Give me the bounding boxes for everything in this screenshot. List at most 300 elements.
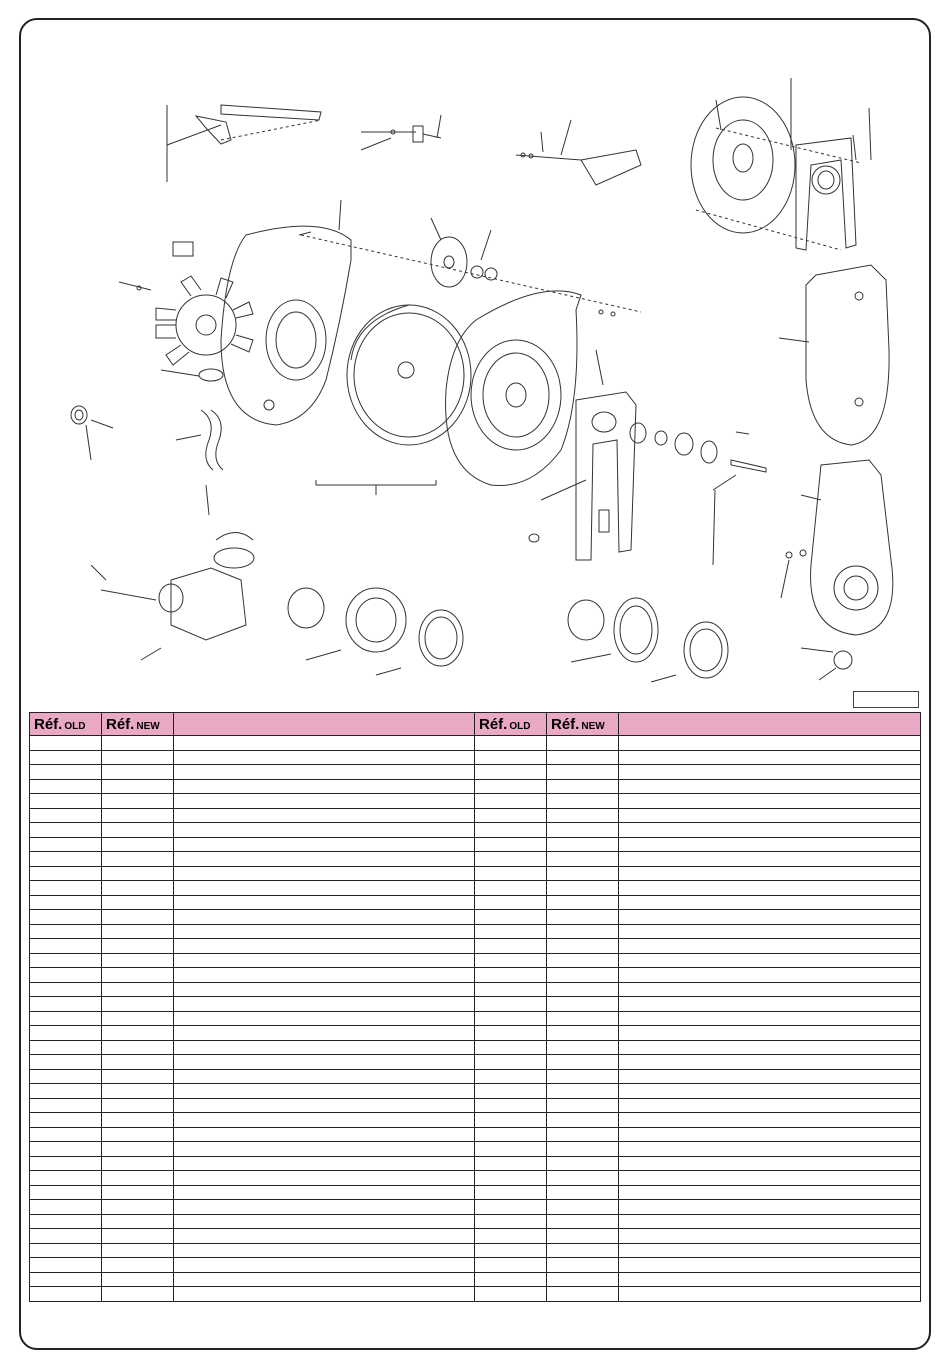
end-cap — [801, 648, 852, 680]
table-cell — [475, 765, 547, 780]
table-cell — [30, 1171, 102, 1186]
table-cell — [30, 939, 102, 954]
table-cell — [547, 765, 619, 780]
table-cell — [547, 1055, 619, 1070]
table-cell — [475, 982, 547, 997]
table-cell — [102, 1113, 174, 1128]
table-cell — [30, 881, 102, 896]
table-cell — [102, 910, 174, 925]
table-cell — [102, 1127, 174, 1142]
table-cell — [547, 1127, 619, 1142]
table-cell — [174, 1098, 475, 1113]
fan-wheel — [119, 242, 253, 365]
table-row — [30, 1214, 921, 1229]
table-cell — [30, 1229, 102, 1244]
table-cell — [547, 1243, 619, 1258]
screw-set-top — [361, 115, 441, 150]
drum — [316, 305, 471, 495]
table-cell — [174, 736, 475, 751]
table-cell — [30, 1287, 102, 1302]
table-row — [30, 982, 921, 997]
table-row — [30, 997, 921, 1012]
table-cell — [30, 1040, 102, 1055]
table-cell — [102, 1069, 174, 1084]
table-cell — [102, 1084, 174, 1099]
table-cell — [475, 1142, 547, 1157]
table-row — [30, 910, 921, 925]
table-cell — [30, 852, 102, 867]
table-cell — [102, 823, 174, 838]
table-cell — [102, 1214, 174, 1229]
table-row — [30, 1258, 921, 1273]
table-cell — [475, 823, 547, 838]
table-row — [30, 1084, 921, 1099]
table-cell — [174, 808, 475, 823]
table-cell — [619, 1185, 921, 1200]
table-cell — [30, 1069, 102, 1084]
table-cell — [475, 939, 547, 954]
table-cell — [475, 881, 547, 896]
table-cell — [475, 953, 547, 968]
table-cell — [475, 1214, 547, 1229]
table-cell — [547, 953, 619, 968]
table-cell — [102, 997, 174, 1012]
table-cell — [30, 1272, 102, 1287]
table-cell — [547, 1098, 619, 1113]
table-cell — [102, 968, 174, 983]
table-cell — [619, 1011, 921, 1026]
table-cell — [30, 765, 102, 780]
table-cell — [174, 1113, 475, 1128]
header-ref-old-2: Réf. OLD — [475, 713, 547, 736]
table-cell — [30, 1258, 102, 1273]
table-cell — [475, 1084, 547, 1099]
table-cell — [619, 939, 921, 954]
table-cell — [30, 997, 102, 1012]
table-cell — [619, 765, 921, 780]
table-row — [30, 852, 921, 867]
reference-box — [853, 691, 919, 708]
table-cell — [619, 1113, 921, 1128]
table-cell — [102, 1156, 174, 1171]
bracket-part — [167, 105, 321, 182]
table-cell — [174, 794, 475, 809]
table-cell — [619, 1243, 921, 1258]
flange-right — [568, 598, 728, 682]
table-row — [30, 866, 921, 881]
header-ref-new-2: Réf. NEW — [547, 713, 619, 736]
table-cell — [475, 924, 547, 939]
table-cell — [475, 1098, 547, 1113]
table-cell — [475, 794, 547, 809]
table-cell — [30, 1055, 102, 1070]
table-cell — [102, 1200, 174, 1215]
table-cell — [102, 837, 174, 852]
table-cell — [102, 1040, 174, 1055]
table-cell — [475, 1055, 547, 1070]
table-cell — [619, 736, 921, 751]
table-cell — [30, 1142, 102, 1157]
blower-box — [91, 485, 254, 660]
table-cell — [547, 1171, 619, 1186]
table-cell — [102, 794, 174, 809]
table-cell — [619, 1055, 921, 1070]
stand-top-right — [791, 78, 871, 250]
table-cell — [174, 1040, 475, 1055]
table-cell — [174, 1127, 475, 1142]
parts-table — [29, 712, 921, 1302]
table-cell — [619, 1040, 921, 1055]
table-cell — [619, 982, 921, 997]
table-row — [30, 1127, 921, 1142]
table-cell — [475, 895, 547, 910]
table-cell — [174, 910, 475, 925]
table-cell — [619, 779, 921, 794]
table-cell — [547, 939, 619, 954]
table-cell — [30, 1084, 102, 1099]
table-cell — [174, 939, 475, 954]
table-cell — [619, 881, 921, 896]
back-disc — [691, 97, 861, 250]
table-cell — [174, 750, 475, 765]
table-cell — [547, 1229, 619, 1244]
table-cell — [547, 1200, 619, 1215]
table-cell — [475, 1229, 547, 1244]
table-cell — [30, 794, 102, 809]
table-cell — [174, 1287, 475, 1302]
table-row — [30, 1040, 921, 1055]
table-cell — [475, 910, 547, 925]
table-cell — [30, 1011, 102, 1026]
table-cell — [547, 750, 619, 765]
table-cell — [102, 924, 174, 939]
table-cell — [174, 881, 475, 896]
table-cell — [619, 837, 921, 852]
table-cell — [30, 910, 102, 925]
table-row — [30, 1113, 921, 1128]
table-cell — [102, 1011, 174, 1026]
table-cell — [475, 1243, 547, 1258]
table-cell — [547, 1272, 619, 1287]
table-cell — [619, 1171, 921, 1186]
table-cell — [547, 1026, 619, 1041]
table-cell — [475, 1026, 547, 1041]
table-row — [30, 1200, 921, 1215]
table-cell — [174, 997, 475, 1012]
table-cell — [475, 1069, 547, 1084]
nozzle-cap — [71, 406, 113, 460]
table-cell — [30, 750, 102, 765]
table-cell — [619, 823, 921, 838]
table-row — [30, 1185, 921, 1200]
table-cell — [174, 968, 475, 983]
table-cell — [475, 1258, 547, 1273]
table-cell — [174, 1171, 475, 1186]
table-cell — [102, 1185, 174, 1200]
table-cell — [619, 968, 921, 983]
table-cell — [547, 1069, 619, 1084]
header-ref-old: Réf. OLD — [30, 713, 102, 736]
table-cell — [30, 1243, 102, 1258]
table-cell — [102, 1272, 174, 1287]
table-cell — [547, 837, 619, 852]
table-cell — [174, 866, 475, 881]
table-cell — [174, 1214, 475, 1229]
table-cell — [619, 1142, 921, 1157]
table-cell — [102, 1171, 174, 1186]
table-cell — [102, 1229, 174, 1244]
table-cell — [547, 895, 619, 910]
table-cell — [102, 779, 174, 794]
table-cell — [174, 1011, 475, 1026]
table-cell — [174, 852, 475, 867]
table-cell — [174, 1200, 475, 1215]
bearing-set — [630, 423, 766, 565]
table-row — [30, 924, 921, 939]
flexible-hose — [161, 369, 223, 470]
table-cell — [547, 924, 619, 939]
table-cell — [619, 866, 921, 881]
table-row — [30, 1142, 921, 1157]
table-cell — [174, 1258, 475, 1273]
table-cell — [30, 1214, 102, 1229]
cone-part — [516, 120, 641, 185]
table-cell — [619, 895, 921, 910]
table-cell — [174, 765, 475, 780]
table-cell — [30, 953, 102, 968]
table-row — [30, 794, 921, 809]
table-cell — [547, 982, 619, 997]
table-cell — [547, 866, 619, 881]
table-cell — [30, 1026, 102, 1041]
table-cell — [547, 1156, 619, 1171]
table-cell — [475, 968, 547, 983]
table-cell — [547, 1258, 619, 1273]
table-cell — [619, 1026, 921, 1041]
table-cell — [30, 808, 102, 823]
table-cell — [102, 808, 174, 823]
table-cell — [102, 1026, 174, 1041]
table-cell — [547, 1185, 619, 1200]
table-cell — [475, 736, 547, 751]
table-cell — [102, 1243, 174, 1258]
table-cell — [547, 1214, 619, 1229]
table-cell — [475, 852, 547, 867]
table-cell — [174, 779, 475, 794]
table-cell — [547, 1113, 619, 1128]
table-cell — [30, 1113, 102, 1128]
table-cell — [102, 1142, 174, 1157]
table-cell — [547, 1011, 619, 1026]
table-cell — [475, 808, 547, 823]
table-cell — [475, 1127, 547, 1142]
table-row — [30, 1287, 921, 1302]
table-cell — [475, 866, 547, 881]
table-cell — [30, 823, 102, 838]
table-cell — [619, 852, 921, 867]
table-cell — [174, 1142, 475, 1157]
table-row — [30, 808, 921, 823]
small-disc — [431, 218, 497, 287]
table-cell — [619, 953, 921, 968]
table-cell — [619, 1069, 921, 1084]
table-cell — [547, 881, 619, 896]
table-body — [30, 736, 921, 1302]
table-row — [30, 1243, 921, 1258]
table-cell — [174, 1026, 475, 1041]
table-row — [30, 1069, 921, 1084]
table-cell — [30, 968, 102, 983]
table-cell — [102, 982, 174, 997]
table-cell — [174, 1185, 475, 1200]
table-row — [30, 1055, 921, 1070]
table-cell — [619, 1214, 921, 1229]
table-cell — [174, 1055, 475, 1070]
table-cell — [547, 794, 619, 809]
table-cell — [30, 1200, 102, 1215]
table-row — [30, 939, 921, 954]
table-cell — [619, 1098, 921, 1113]
table-cell — [102, 895, 174, 910]
table-row — [30, 736, 921, 751]
flange-left — [288, 588, 463, 675]
table-cell — [30, 1127, 102, 1142]
table-row — [30, 953, 921, 968]
table-cell — [102, 881, 174, 896]
table-row — [30, 895, 921, 910]
table-row — [30, 1229, 921, 1244]
table-cell — [547, 1040, 619, 1055]
table-row — [30, 765, 921, 780]
table-row — [30, 823, 921, 838]
table-row — [30, 779, 921, 794]
table-cell — [102, 866, 174, 881]
table-cell — [30, 736, 102, 751]
table-row — [30, 881, 921, 896]
table-cell — [547, 852, 619, 867]
table-cell — [30, 866, 102, 881]
table-cell — [174, 837, 475, 852]
table-cell — [475, 1156, 547, 1171]
table-row — [30, 1272, 921, 1287]
header-description-2 — [619, 713, 921, 736]
table-cell — [619, 750, 921, 765]
table-cell — [102, 852, 174, 867]
table-cell — [174, 1084, 475, 1099]
exploded-parts-drawing — [21, 20, 929, 710]
header-ref-new: Réf. NEW — [102, 713, 174, 736]
table-cell — [30, 837, 102, 852]
table-cell — [619, 1258, 921, 1273]
table-cell — [174, 1156, 475, 1171]
table-cell — [619, 808, 921, 823]
table-cell — [619, 1084, 921, 1099]
table-row — [30, 1026, 921, 1041]
table-cell — [102, 1258, 174, 1273]
table-cell — [174, 1272, 475, 1287]
table-cell — [547, 823, 619, 838]
table-row — [30, 1011, 921, 1026]
table-cell — [547, 808, 619, 823]
upper-cover — [779, 265, 889, 445]
table-cell — [30, 779, 102, 794]
table-cell — [619, 997, 921, 1012]
table-cell — [30, 895, 102, 910]
table-cell — [102, 765, 174, 780]
table-cell — [547, 1142, 619, 1157]
table-cell — [547, 997, 619, 1012]
table-cell — [174, 895, 475, 910]
table-cell — [619, 910, 921, 925]
table-cell — [475, 837, 547, 852]
table-cell — [475, 1113, 547, 1128]
table-row — [30, 837, 921, 852]
table-cell — [547, 1084, 619, 1099]
table-cell — [547, 779, 619, 794]
table-cell — [174, 1229, 475, 1244]
table-cell — [619, 1127, 921, 1142]
table-header-row — [30, 713, 921, 736]
table-cell — [102, 1055, 174, 1070]
table-row — [30, 750, 921, 765]
table-cell — [619, 794, 921, 809]
table-cell — [30, 1185, 102, 1200]
table-cell — [619, 1287, 921, 1302]
center-stand — [529, 350, 636, 560]
table-cell — [102, 1098, 174, 1113]
table-cell — [475, 1272, 547, 1287]
table-cell — [475, 1185, 547, 1200]
table-cell — [30, 982, 102, 997]
table-cell — [174, 1243, 475, 1258]
header-description — [174, 713, 475, 736]
table-cell — [475, 1011, 547, 1026]
table-row — [30, 968, 921, 983]
table-cell — [619, 1200, 921, 1215]
table-cell — [475, 1200, 547, 1215]
table-cell — [30, 924, 102, 939]
table-cell — [102, 1287, 174, 1302]
table-cell — [174, 982, 475, 997]
table-cell — [475, 750, 547, 765]
table-cell — [547, 968, 619, 983]
table-cell — [102, 953, 174, 968]
lower-cover — [781, 460, 893, 635]
table-cell — [475, 1287, 547, 1302]
table-cell — [174, 1069, 475, 1084]
table-cell — [619, 1156, 921, 1171]
table-cell — [547, 910, 619, 925]
table-cell — [174, 823, 475, 838]
table-cell — [475, 1040, 547, 1055]
table-cell — [547, 736, 619, 751]
table-row — [30, 1156, 921, 1171]
table-cell — [30, 1156, 102, 1171]
table-cell — [475, 1171, 547, 1186]
table-cell — [475, 997, 547, 1012]
table-cell — [547, 1287, 619, 1302]
table-row — [30, 1098, 921, 1113]
table-cell — [102, 736, 174, 751]
table-cell — [475, 779, 547, 794]
left-housing — [221, 200, 351, 425]
table-row — [30, 1171, 921, 1186]
table-cell — [102, 939, 174, 954]
table-cell — [102, 750, 174, 765]
table-cell — [619, 924, 921, 939]
table-cell — [174, 953, 475, 968]
table-cell — [619, 1229, 921, 1244]
